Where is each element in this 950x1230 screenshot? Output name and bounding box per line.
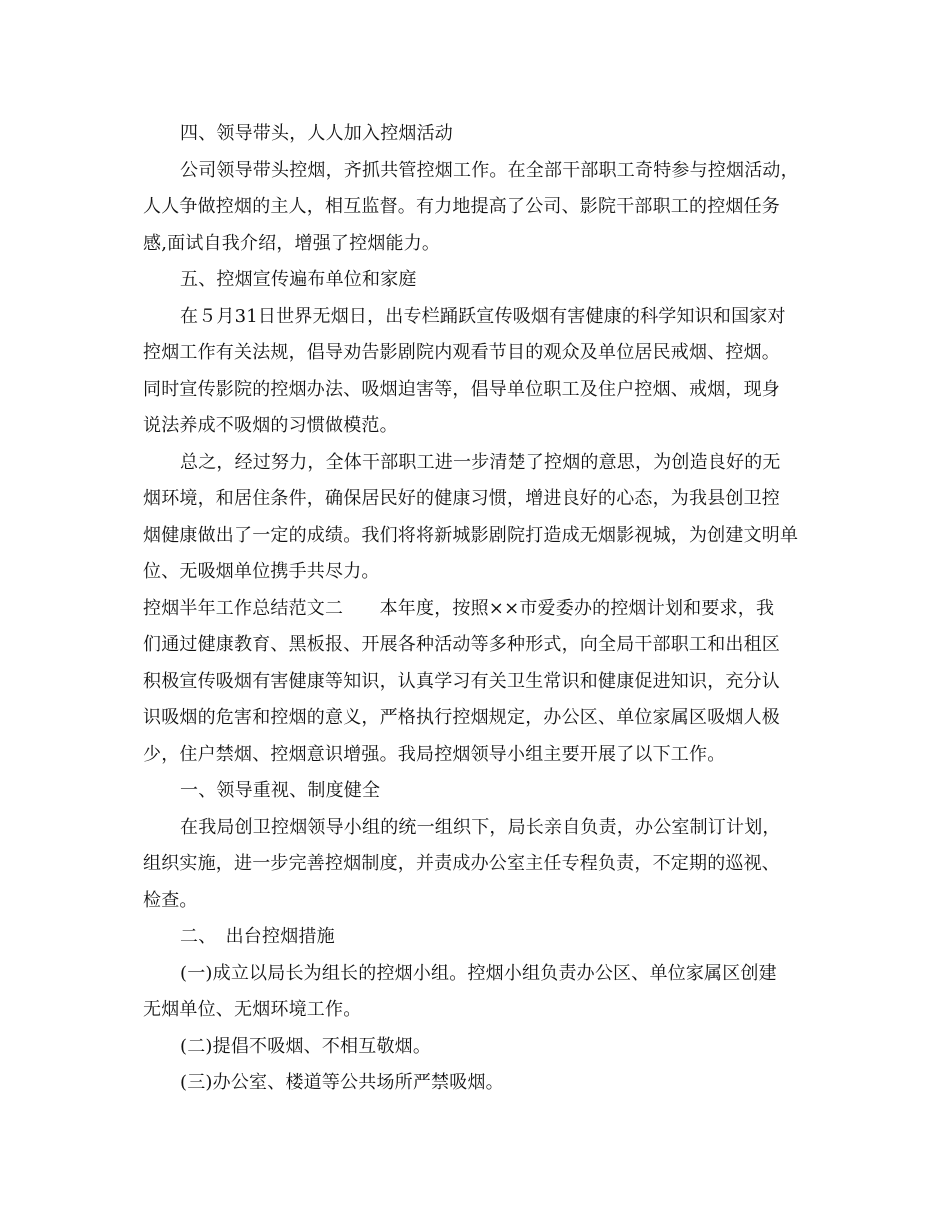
paragraph-line: 控烟工作有关法规，倡导劝告影剧院内观看节目的观众及单位居民戒烟、控烟。 <box>143 342 780 363</box>
section-heading: 一、领导重视、制度健全 <box>180 780 381 801</box>
document-title-line: 控烟半年工作总结范文二 本年度，按照××市爱委办的控烟计划和要求，我 <box>143 597 775 619</box>
paragraph-line: 们通过健康教育、黑板报、开展各种活动等多种形式，向全局干部职工和出租区 <box>143 634 780 655</box>
section-heading: 五、控烟宣传遍布单位和家庭 <box>180 269 417 290</box>
paragraph-line: 检查。 <box>143 889 198 911</box>
paragraph-line: 少，住户禁烟、控烟意识增强。我局控烟领导小组主要开展了以下工作。 <box>143 743 726 765</box>
section-heading: 二、 出台控烟措施 <box>180 926 335 947</box>
list-item: (二)提倡不吸烟、不相互敬烟。 <box>180 1035 432 1057</box>
paragraph-line: 烟环境，和居住条件，确保居民好的健康习惯，增进良好的心态，为我县创卫控 <box>143 488 780 509</box>
paragraph-line: 在５月31日世界无烟日，出专栏踊跃宣传吸烟有害健康的科学知识和国家对 <box>180 305 786 327</box>
paragraph-line: 识吸烟的危害和控烟的意义，严格执行控烟规定，办公区、单位家属区吸烟人极 <box>143 707 780 728</box>
list-item: (一)成立以局长为组长的控烟小组。控烟小组负责办公区、单位家属区创建 <box>180 962 777 984</box>
paragraph-line: 公司领导带头控烟，齐抓共管控烟工作。在全部干部职工奇特参与控烟活动， <box>180 159 799 181</box>
paragraph-line: 感,面试自我介绍，增强了控烟能力。 <box>143 232 441 254</box>
paragraph-line: 积极宣传吸烟有害健康等知识，认真学习有关卫生常识和健康促进知识，充分认 <box>143 670 780 692</box>
paragraph-line: 人人争做控烟的主人，相互监督。有力地提高了公司、影院干部职工的控烟任务 <box>143 196 780 217</box>
list-item: (三)办公室、楼道等公共场所严禁吸烟。 <box>180 1072 504 1093</box>
document-page <box>143 116 807 1102</box>
list-item-continuation: 无烟单位、无烟环境工作。 <box>143 999 362 1020</box>
section-heading: 四、领导带头，人人加入控烟活动 <box>180 123 453 144</box>
paragraph-line: 烟健康做出了一定的成绩。我们将将新城影剧院打造成无烟影视城，为创建文明单 <box>143 524 799 546</box>
paragraph-line: 总之，经过努力，全体干部职工进一步清楚了控烟的意思，为创造良好的无 <box>180 451 781 473</box>
paragraph-line: 在我局创卫控烟领导小组的统一组织下，局长亲自负责，办公室制订计划， <box>180 816 781 838</box>
paragraph-line: 说法养成不吸烟的习惯做模范。 <box>143 415 398 436</box>
paragraph-line: 组织实施，进一步完善控烟制度，并责成办公室主任专程负责，不定期的巡视、 <box>143 853 780 874</box>
paragraph-line: 同时宣传影院的控烟办法、吸烟迫害等，倡导单位职工及住户控烟、戒烟，现身 <box>143 378 780 400</box>
paragraph-line: 位、无吸烟单位携手共尽力。 <box>143 561 380 582</box>
